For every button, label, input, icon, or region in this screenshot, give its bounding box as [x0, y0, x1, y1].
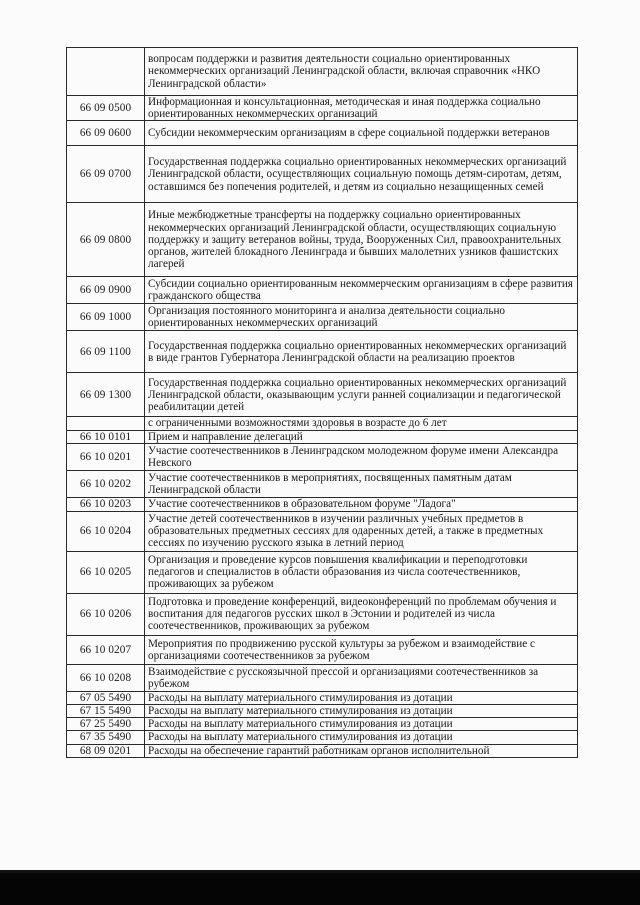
- table-row: [67, 470, 578, 497]
- table-row: [67, 417, 578, 430]
- table-row: [67, 121, 578, 146]
- code-cell: 66 10 0101: [67, 430, 145, 443]
- table-row: [67, 373, 578, 417]
- table-row: [67, 146, 578, 203]
- table-row: [67, 664, 578, 691]
- description-cell: Взаимодействие с русскоязычной прессой и организациями соотечественников за рубежом: [145, 664, 578, 691]
- description-cell: Расходы на выплату материального стимулирования из дотации: [145, 705, 578, 718]
- description-cell: Субсидии социально ориентированным некоммерческим организациям в сфере развития гражданского общества: [145, 277, 578, 304]
- table-row: [67, 718, 578, 731]
- description-cell: Государственная поддержка социально ориентированных некоммерческих организаций в виде грантов Губернатора Ленинградской области на реализацию проектов: [145, 331, 578, 373]
- table-row: [67, 691, 578, 704]
- description-cell: Государственная поддержка социально ориентированных некоммерческих организаций Ленинградской области, оказывающим услуги ранней социализации и педагогической реабилитации детей: [145, 373, 578, 417]
- table-row: [67, 96, 578, 121]
- code-cell: [67, 417, 145, 430]
- code-cell: 66 09 0800: [67, 203, 145, 277]
- code-cell: 66 09 0500: [67, 96, 145, 121]
- table-row: [67, 48, 578, 96]
- description-cell: с ограниченными возможностями здоровья в возрасте до 6 лет: [145, 417, 578, 430]
- table-row: [67, 277, 578, 304]
- code-cell: 66 10 0207: [67, 635, 145, 664]
- code-cell: 66 09 0600: [67, 121, 145, 146]
- description-cell: вопросам поддержки и развития деятельности социально ориентированных некоммерческих организаций Ленинградской области, включая справочник «НКО Ленинградской области»: [145, 48, 578, 96]
- table-row: [67, 731, 578, 744]
- code-cell: 66 09 1100: [67, 331, 145, 373]
- table-row: [67, 304, 578, 331]
- code-cell: 66 09 1000: [67, 304, 145, 331]
- description-cell: Расходы на выплату материального стимулирования из дотации: [145, 691, 578, 704]
- code-cell: 66 09 1300: [67, 373, 145, 417]
- table-row: [67, 551, 578, 593]
- code-cell: 66 09 0900: [67, 277, 145, 304]
- code-cell: 66 10 0206: [67, 593, 145, 635]
- description-cell: Мероприятия по продвижению русской культуры за рубежом и взаимодействие с организациями соотечественников за рубежом: [145, 635, 578, 664]
- scan-bottom-border: [0, 873, 640, 905]
- description-cell: Прием и направление делегаций: [145, 430, 578, 443]
- description-cell: Организация и проведение курсов повышения квалификации и переподготовки педагогов и специалистов в области образования из числа соотечественников, проживающих за рубежом: [145, 551, 578, 593]
- table-row: [67, 203, 578, 277]
- table-row: [67, 443, 578, 470]
- code-cell: [67, 48, 145, 96]
- description-cell: Расходы на выплату материального стимулирования из дотации: [145, 731, 578, 744]
- code-cell: 66 10 0202: [67, 470, 145, 497]
- description-cell: Информационная и консультационная, методическая и иная поддержка социально ориентированных некоммерческих организаций: [145, 96, 578, 121]
- description-cell: Субсидии некоммерческим организациям в сфере социальной поддержки ветеранов: [145, 121, 578, 146]
- table-row: [67, 430, 578, 443]
- code-cell: 66 09 0700: [67, 146, 145, 203]
- table-row: [67, 744, 578, 757]
- table-row: [67, 497, 578, 511]
- description-cell: Иные межбюджетные трансферты на поддержку социально ориентированных некоммерческих организаций Ленинградской области, осуществляющих социальную поддержку и защиту ветеранов войны, труда, Вооруженных Сил, правоохранительных органов, жителей блокадного Ленинграда и бывших малолетних узников фашистских лагерей: [145, 203, 578, 277]
- budget-code-table: [66, 47, 578, 758]
- code-cell: 67 25 5490: [67, 718, 145, 731]
- description-cell: Участие соотечественников в образовательном форуме "Ладога": [145, 497, 578, 511]
- code-cell: 66 10 0205: [67, 551, 145, 593]
- description-cell: Расходы на обеспечение гарантий работникам органов исполнительной: [145, 744, 578, 757]
- code-cell: 66 10 0204: [67, 511, 145, 551]
- code-cell: 66 10 0208: [67, 664, 145, 691]
- code-cell: 67 05 5490: [67, 691, 145, 704]
- description-cell: Организация постоянного мониторинга и анализа деятельности социально ориентированных некоммерческих организаций: [145, 304, 578, 331]
- code-cell: 66 10 0201: [67, 443, 145, 470]
- description-cell: Участие соотечественников в мероприятиях, посвященных памятным датам Ленинградской области: [145, 470, 578, 497]
- table-row: [67, 635, 578, 664]
- code-cell: 66 10 0203: [67, 497, 145, 511]
- description-cell: Расходы на выплату материального стимулирования из дотации: [145, 718, 578, 731]
- description-cell: Государственная поддержка социально ориентированных некоммерческих организаций Ленинградской области, осуществляющих социальную помощь детям-сиротам, детям, оставшимся без попечения родителей, и детям из социально незащищенных семей: [145, 146, 578, 203]
- description-cell: Подготовка и проведение конференций, видеоконференций по проблемам обучения и воспитания для педагогов русских школ в Эстонии и родителей из числа соотечественников, проживающих за рубежом: [145, 593, 578, 635]
- code-cell: 67 35 5490: [67, 731, 145, 744]
- table-row: [67, 331, 578, 373]
- table-row: [67, 511, 578, 551]
- table-row: [67, 705, 578, 718]
- code-cell: 68 09 0201: [67, 744, 145, 757]
- description-cell: Участие соотечественников в Ленинградском молодежном форуме имени Александра Невского: [145, 443, 578, 470]
- description-cell: Участие детей соотечественников в изучении различных учебных предметов в образовательных предметных сессиях для одаренных детей, а также в предметных сессиях по изучению русского языка в летний период: [145, 511, 578, 551]
- table-row: [67, 593, 578, 635]
- code-cell: 67 15 5490: [67, 705, 145, 718]
